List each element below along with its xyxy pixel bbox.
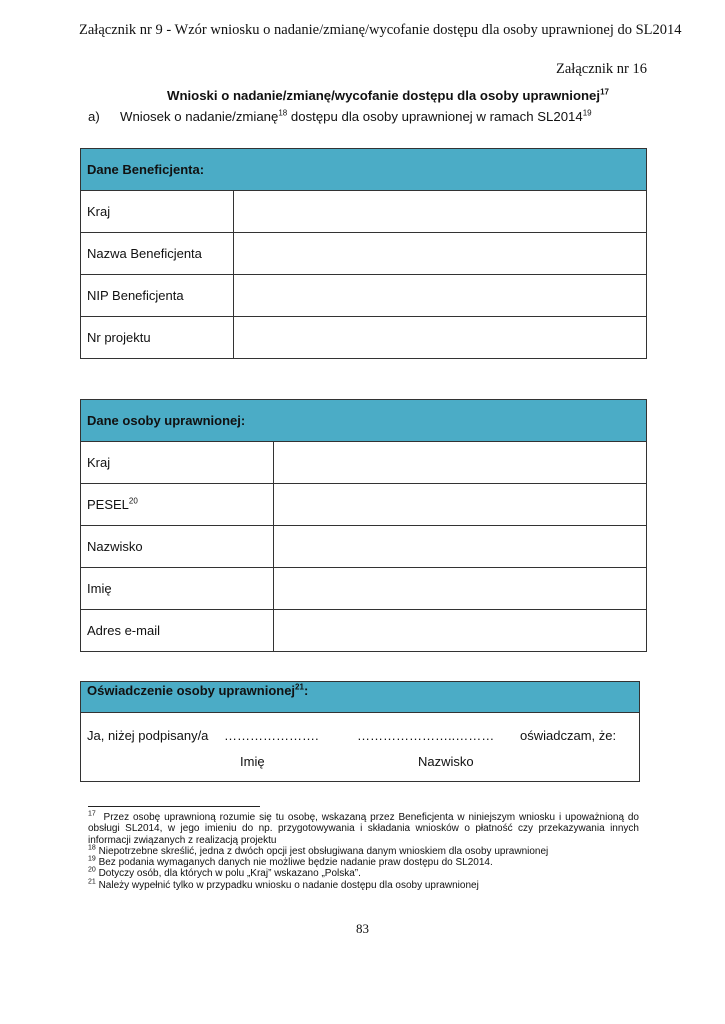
beneficiary-country-field[interactable] [234, 191, 647, 233]
last-name-caption: Nazwisko [418, 754, 474, 769]
footnote-number: 20 [88, 867, 96, 875]
field-label [81, 610, 274, 652]
table-row [81, 568, 647, 610]
footnote-text: Bez podania wymaganych danych nie możliwe będzie nadanie praw dostępu do SL2014. [98, 857, 493, 869]
table-row [81, 484, 647, 526]
authorized-person-table [80, 399, 647, 652]
footnote-number: 17 [88, 810, 96, 818]
footnote [88, 868, 639, 879]
first-name-caption: Imię [240, 754, 265, 769]
email-field[interactable] [274, 610, 647, 652]
pesel-field[interactable] [274, 484, 647, 526]
footnote [88, 846, 639, 857]
field-label-text: Kraj [87, 455, 111, 470]
first-name-field[interactable] [274, 568, 647, 610]
first-name-blank[interactable]: …………………. [224, 728, 319, 743]
beneficiary-name-field[interactable] [234, 233, 647, 275]
field-label: NIP Beneficjenta [81, 275, 234, 317]
declaration-heading-colon: : [303, 683, 309, 698]
footnote-text: Dotyczy osób, dla których w polu „Kraj” wskazano „Polska”. [98, 868, 361, 880]
running-header: Załącznik nr 9 - Wzór wniosku o nadanie/zmianę/wycofanie dostępu dla osoby uprawnionej do SL2014 [79, 22, 682, 38]
footnote-ref: 17 [600, 87, 609, 97]
annex-label: Załącznik nr 16 [556, 61, 647, 77]
person-country-field[interactable] [274, 442, 647, 484]
field-label: Nazwa Beneficjenta [81, 233, 234, 275]
beneficiary-heading: Dane Beneficjenta: [81, 149, 647, 191]
page-number: 83 [356, 921, 369, 936]
footnote-ref: 21 [295, 682, 304, 692]
field-label [81, 526, 274, 568]
footnote-separator [88, 806, 260, 807]
table-row [81, 317, 647, 359]
footnote-ref: 18 [278, 108, 288, 118]
field-label-text: PESEL [87, 497, 129, 512]
declaration-heading [81, 682, 639, 713]
footnote-text: Należy wypełnić tylko w przypadku wniosku o nadanie dostępu dla osoby uprawnionej [98, 879, 479, 891]
table-row [81, 610, 647, 652]
footnote-ref: 20 [128, 496, 138, 506]
project-number-field[interactable] [234, 317, 647, 359]
declaration-box [80, 681, 640, 782]
field-label: Kraj [81, 191, 234, 233]
beneficiary-table [80, 148, 647, 359]
table-row [81, 233, 647, 275]
footnote-text: Przez osobę uprawnioną rozumie się tu osobę, wskazaną przez Beneficjenta w niniejszym wniosku i upoważnioną do obsługi SL2014, w jego imieniu do np. przygotowywania i składania wniosków o płatność czy przekazywania innych informacji związanych z realizacją projektu [88, 812, 639, 846]
document-subtitle [88, 109, 592, 124]
footnote-text: Niepotrzebne skreślić, jedna z dwóch opcji jest obsługiwana danym wnioskiem dla osoby uprawnionej [98, 845, 549, 857]
declaration-heading-text: Oświadczenie osoby uprawnionej [87, 683, 296, 698]
declaration-intro: Ja, niżej podpisany/a [87, 728, 209, 743]
document-title [167, 88, 609, 103]
table-row [81, 191, 647, 233]
field-label [81, 442, 274, 484]
field-label-text: Imię [87, 581, 112, 596]
footnote [88, 812, 639, 846]
footnote [88, 857, 639, 868]
declaration-ending: oświadczam, że: [520, 728, 617, 743]
footnote-number: 21 [88, 878, 96, 886]
subtitle-text-2: dostępu dla osoby uprawnionej w ramach SL2014 [287, 109, 583, 124]
footnotes [88, 812, 639, 891]
authorized-person-heading: Dane osoby uprawnionej: [81, 400, 647, 442]
subtitle-letter: a) [88, 109, 100, 124]
table-row [81, 526, 647, 568]
field-label [81, 568, 274, 610]
field-label-text: Adres e-mail [87, 623, 160, 638]
beneficiary-nip-field[interactable] [234, 275, 647, 317]
field-label [81, 484, 274, 526]
field-label: Nr projektu [81, 317, 234, 359]
footnote-ref: 19 [582, 108, 592, 118]
document-title-text: Wnioski o nadanie/zmianę/wycofanie dostępu dla osoby uprawnionej [167, 88, 601, 103]
surname-field[interactable] [274, 526, 647, 568]
table-row [81, 275, 647, 317]
field-label-text: Nazwisko [87, 539, 143, 554]
footnote-number: 19 [88, 855, 96, 863]
footnote-number: 18 [88, 844, 96, 852]
last-name-blank[interactable]: …………………..……… [357, 728, 495, 743]
footnote [88, 880, 639, 891]
subtitle-text-1: Wniosek o nadanie/zmianę [120, 109, 279, 124]
table-row [81, 442, 647, 484]
